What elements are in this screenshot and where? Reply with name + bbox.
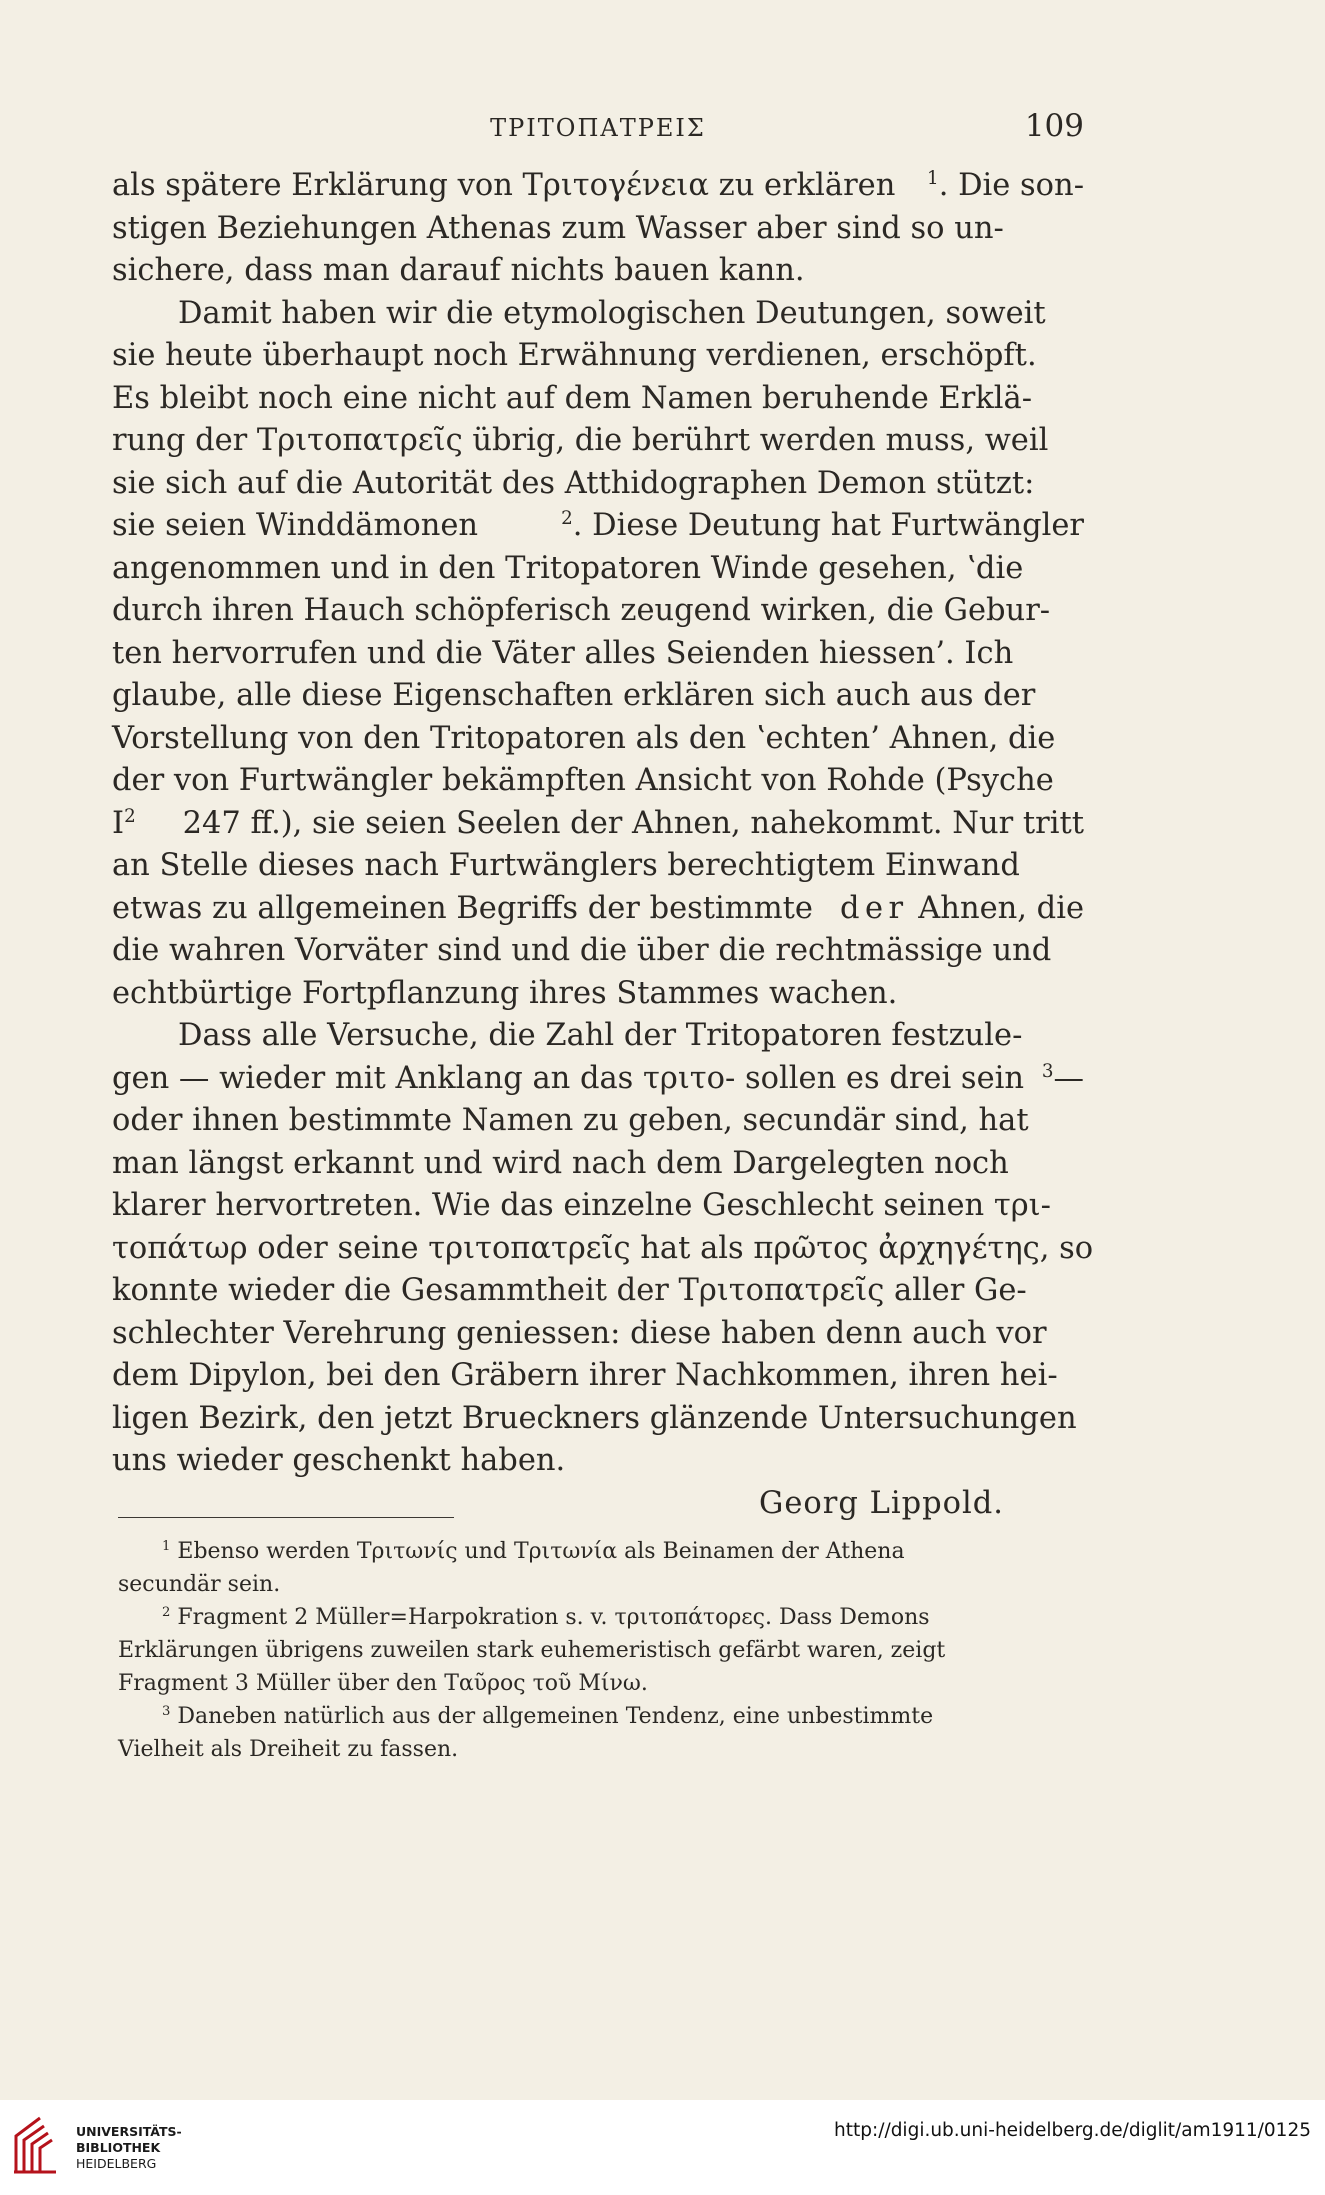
footnote-marker: 2 (162, 1605, 171, 1621)
text-line: konnte wieder die Gesammtheit der Τριτοπατρεῖς aller Ge- (112, 1273, 1027, 1308)
footnote-line: $^2$ Fragment 2 Müller=Harpokration s. v. τριτοπάτορες. Dass Demons (162, 1605, 930, 1630)
text-line: als spätere Erklärung von Τριτογένεια zu erklären $^1$. Die son- (112, 168, 1084, 203)
text-line: die wahren Vorväter sind und die über die rechtmässige und (112, 933, 1052, 968)
footnote-marker: 3 (162, 1704, 171, 1720)
text-line: stigen Beziehungen Athenas zum Wasser aber sind so un- (112, 210, 1004, 246)
text-line: man längst erkannt und wird nach dem Dargelegten noch (112, 1145, 1009, 1181)
footnotes (118, 1535, 1084, 1766)
footnote-line: secundär sein. (118, 1572, 281, 1597)
footnote-divider (118, 1517, 454, 1518)
text-line: sie sich auf die Autorität des Atthidographen Demon stützt: (112, 465, 1035, 501)
text-line: gen — wieder mit Anklang an das τριτο- sollen es drei sein $^3$— (112, 1060, 1084, 1096)
footnote-line: Fragment 3 Müller über den Ταῦρος τοῦ Μίνω. (118, 1671, 648, 1696)
text-line: etwas zu allgemeinen Begriffs der bestimmte der Ahnen, die (112, 890, 1084, 926)
footnote-ref: 3 (1041, 1060, 1054, 1082)
spaced-word: der (839, 890, 909, 926)
text-line: sie heute überhaupt noch Erwähnung verdienen, erschöpft. (112, 338, 1037, 373)
text-line: klarer hervortreten. Wie das einzelne Geschlecht seinen τρι- (112, 1188, 1051, 1223)
text-line: rung der Τριτοπατρεῖς übrig, die berührt werden muss, weil (112, 423, 1049, 458)
text-line: τοπάτωρ oder seine τριτοπατρεῖς hat als πρῶτος ἀρχηγέτης, so (112, 1230, 1094, 1266)
text-line: uns wieder geschenkt haben. (112, 1443, 566, 1478)
footnote-line: $^3$ Daneben natürlich aus der allgemeinen Tendenz, eine unbestimmte (162, 1704, 934, 1729)
text-line: oder ihnen bestimmte Namen zu geben, secundär sind, hat (112, 1103, 1029, 1138)
library-name: UNIVERSITÄTS- BIBLIOTHEK HEIDELBERG (76, 2124, 182, 2171)
text-line: an Stelle dieses nach Furtwänglers berechtigtem Einwand (112, 848, 1020, 883)
text-line: schlechter Verehrung geniessen: diese haben denn auch vor (112, 1315, 1047, 1351)
text-line: ten hervorrufen und die Väter alles Seienden hiessen’. Ich (112, 635, 1014, 671)
text-line: Es bleibt noch eine nicht auf dem Namen beruhende Erklä- (112, 380, 1033, 416)
library-logo-icon (12, 2114, 68, 2174)
text-line: echtbürtige Fortpflanzung ihres Stammes wachen. (112, 975, 898, 1011)
text-line: Dass alle Versuche, die Zahl der Tritopatoren festzule- (178, 1018, 1023, 1053)
running-title: ΤΡΙΤΟΠΑΤΡΕΙΣ (490, 114, 706, 142)
source-url[interactable]: http://digi.ub.uni-heidelberg.de/diglit/am1911/0125 (834, 2120, 1311, 2141)
text-line: angenommen und in den Tritopatoren Winde gesehen, ʽdie (112, 550, 1024, 586)
footnote-marker: 1 (162, 1539, 171, 1555)
footnote-ref: 2 (561, 508, 573, 530)
footnote-line: $^1$ Ebenso werden Τριτωνίς und Τριτωνία als Beinamen der Athena (162, 1539, 905, 1564)
text-line: dem Dipylon, bei den Gräbern ihrer Nachkommen, ihren hei- (112, 1358, 1058, 1393)
footnote-line: Erklärungen übrigens zuweilen stark euhemeristisch gefärbt waren, zeigt (118, 1638, 946, 1663)
author-signature: Georg Lippold. (759, 1485, 1004, 1521)
page-number: 109 (1024, 108, 1084, 144)
text-line: glaube, alle diese Eigenschaften erklären sich auch aus der (112, 678, 1036, 713)
text-line: Vorstellung von den Tritopatoren als den ʽechten’ Ahnen, die (112, 720, 1056, 756)
body-text (112, 165, 1094, 1525)
footnote-line: Vielheit als Dreiheit zu fassen. (118, 1737, 459, 1762)
text-line: der von Furtwängler bekämpften Ansicht von Rohde (Psyche (112, 763, 1054, 798)
page-header (112, 108, 1084, 148)
text-line: sichere, dass man darauf nichts bauen kann. (112, 253, 805, 288)
text-line: Damit haben wir die etymologischen Deutungen, soweit (178, 295, 1046, 331)
text-line: $I^2$ 247 ff.), sie seien Seelen der Ahnen, nahekommt. Nur tritt (112, 805, 1084, 841)
text-line: sie seien Winddämonen $^2$. Diese Deutung hat Furtwängler (112, 508, 1084, 543)
footnote-ref: 1 (927, 168, 939, 190)
footer-bar (0, 2100, 1325, 2195)
text-line: durch ihren Hauch schöpferisch zeugend wirken, die Gebur- (112, 593, 1051, 628)
text-line: ligen Bezirk, den jetzt Brueckners glänzende Untersuchungen (112, 1400, 1077, 1436)
